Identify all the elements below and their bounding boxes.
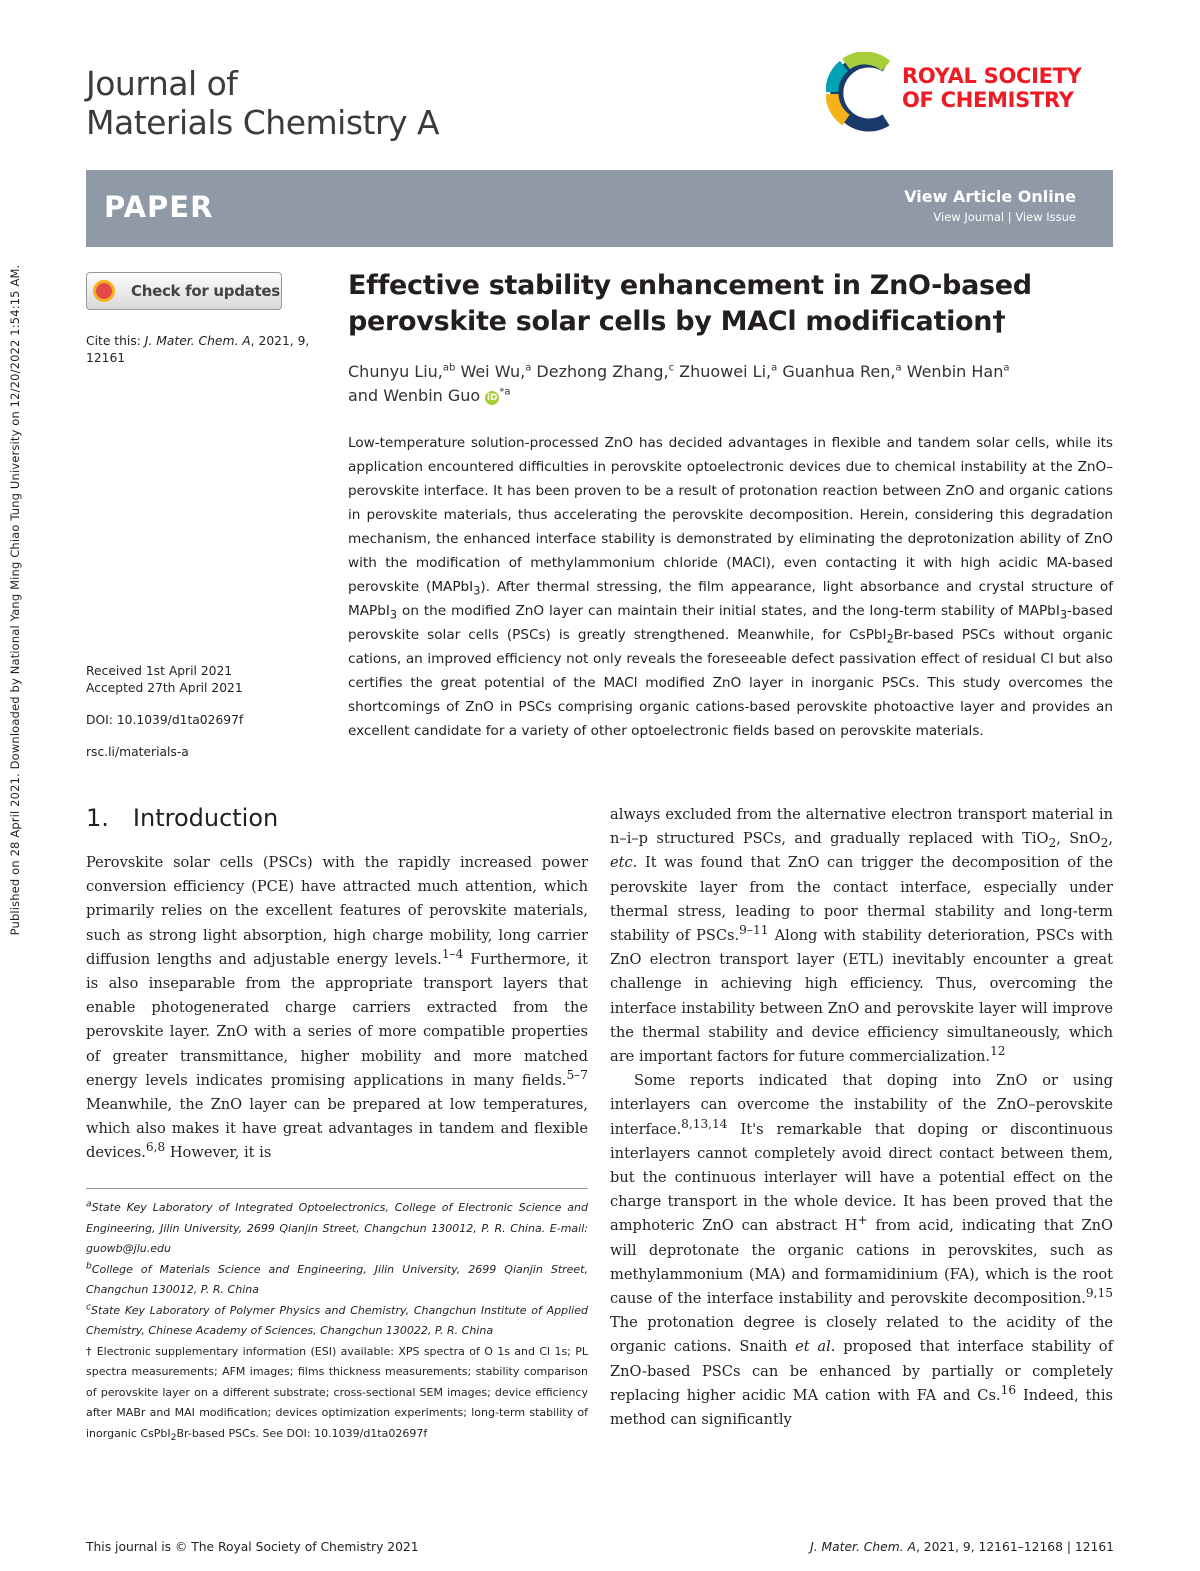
author-name[interactable]: Dezhong Zhang, xyxy=(531,362,669,381)
abstract-text: Low-temperature solution-processed ZnO has decided advantages in flexible and tandem solar cells, while its application encountered difficulties in perovskite optoelectronic devices due to chemical instability at the ZnO–perovskite interface. It has been proven to be a result of protonation reaction between ZnO and organic cations in perovskite materials, thus accelerating the perovskite decomposition. Herein, considering this degradation mechanism, the enhanced interface stability is demonstrated by eliminating the deprotonization ability of ZnO with the modification of methylammonium chloride (MACl), even contacting it with high acidic MA-based perovskite (MAPbI xyxy=(348,435,1113,595)
view-article-online-link[interactable]: View Article Online xyxy=(904,187,1076,206)
body-text: The protonation degree is closely related to the acidity of the organic cations. Snaith xyxy=(610,1314,1113,1356)
footnotes xyxy=(86,1198,588,1444)
side-note-text: Published on 28 April 2021. Downloaded by National Yang Ming Chiao Tung University on 12/20/2022 1:54:15 AM. xyxy=(8,264,22,936)
citation-ref[interactable]: 5–7 xyxy=(566,1067,588,1082)
article-banner xyxy=(86,170,1113,247)
affiliation-mark: a xyxy=(86,1198,92,1210)
author-name[interactable]: Wei Wu, xyxy=(455,362,526,381)
orcid-icon[interactable]: iD xyxy=(487,393,498,403)
view-issue-link[interactable]: View Issue xyxy=(1015,210,1076,224)
abstract-text: -based perovskite solar cells (PSCs) is greatly strengthened. Meanwhile, for CsPbI xyxy=(348,603,1113,643)
body-text: , xyxy=(1108,830,1114,848)
paragraph xyxy=(610,803,1113,1069)
body-text: from acid, indicating that ZnO will deprotonate the organic cations in perovskites, such as methylammonium (MA) and formamidinium (FA), which is the root cause of the interface instability and perovskite decomposition. xyxy=(610,1217,1113,1308)
rsc-line2: OF CHEMISTRY xyxy=(902,88,1074,112)
affiliation-b xyxy=(86,1260,588,1301)
abstract xyxy=(348,431,1113,743)
accepted-date: Accepted 27th April 2021 xyxy=(86,681,243,695)
rsc-logo-icon xyxy=(826,52,900,134)
doi[interactable]: DOI: 10.1039/d1ta02697f xyxy=(86,713,244,727)
body-text: Indeed, this method can significantly xyxy=(610,1386,1113,1429)
cite-rest: , 2021, 9, 12161 xyxy=(86,334,310,365)
superscript: + xyxy=(857,1213,868,1228)
body-text-italic: et al. xyxy=(795,1338,836,1356)
body-text: Meanwhile, the ZnO layer can be prepared at low temperatures, which also makes it have great advantages in tandem and flexible devices. xyxy=(86,1096,588,1162)
intro-column-2 xyxy=(610,803,1113,1432)
author-name[interactable]: Chunyu Liu, xyxy=(348,362,443,381)
body-text: It was found that ZnO can trigger the decomposition of the perovskite layer from the contact interface, especially under thermal stress, leading to poor thermal stability and long-term stability of PSCs. xyxy=(610,854,1113,945)
body-text: proposed that interface stability of ZnO-based PSCs can be enhanced by partially or completely replacing higher acidic MA cation with FA and Cs. xyxy=(610,1338,1113,1404)
citation-ref[interactable]: 1–4 xyxy=(441,946,464,961)
body-text: Along with stability deterioration, PSCs with ZnO electron transport layer (ETL) inevitably encounter a great challenge in achieving high efficiency. Thus, overcoming the interface instability between ZnO and perovskite layer will improve the thermal stability and device efficiency simultaneously, which are important factors for future commercialization. xyxy=(610,927,1113,1066)
citation-ref[interactable]: 9,15 xyxy=(1085,1286,1113,1301)
affiliation-text: State Key Laboratory of Polymer Physics and Chemistry, Changchun Institute of Applied Chemistry, Chinese Academy of Sciences, Changchun 130022, P. R. China xyxy=(86,1303,588,1337)
subscript: 2 xyxy=(886,631,894,646)
article-dates xyxy=(86,663,243,697)
article-type: PAPER xyxy=(104,190,214,224)
body-text: It's remarkable that doping or discontinuous interlayers cannot completely avoid direct contact between them, but the continuous interlayer will have a potential effect on the charge transport in the whole device. It has been proved that the amphoteric ZnO can abstract H xyxy=(610,1120,1113,1235)
view-journal-link[interactable]: View Journal xyxy=(933,210,1005,224)
affiliation-mark: ab xyxy=(442,362,456,374)
section-heading: 1. Introduction xyxy=(86,804,279,832)
title-line2: perovskite solar cells by MACl modification† xyxy=(348,306,1006,337)
paragraph xyxy=(610,1069,1113,1432)
subscript: 3 xyxy=(473,583,481,598)
author-name[interactable]: Zhuowei Li, xyxy=(674,362,772,381)
affiliation-mark: b xyxy=(86,1259,92,1271)
citation-ref[interactable]: 6,8 xyxy=(145,1140,166,1155)
intro-column-1 xyxy=(86,851,588,1166)
link-separator: | xyxy=(1004,210,1016,224)
cite-prefix: Cite this: xyxy=(86,334,145,348)
affiliation-a xyxy=(86,1198,588,1260)
citation-ref[interactable]: 8,13,14 xyxy=(681,1116,728,1131)
abstract-text: ). After thermal stressing, the film appearance, light absorbance and crystal structure of MAPbI xyxy=(348,579,1113,619)
body-text: Furthermore, it is also inseparable from the appropriate transport layers that enable photogenerated charge carriers extracted from the perovskite layer. ZnO with a series of more compatible properties of greater transmittance, higher mobility and more matched energy levels indicates promising applications in many fields. xyxy=(86,950,588,1089)
subscript: 3 xyxy=(389,607,398,622)
body-text: However, it is xyxy=(165,1144,272,1162)
crossmark-icon xyxy=(93,280,115,302)
affiliation-mark: a xyxy=(525,362,532,374)
body-text: Perovskite solar cells (PSCs) with the rapidly increased power conversion efficiency (PCE) have attracted much attention, which primarily relies on the excellent features of perovskite materials, such as strong light absorption, high charge mobility, long carrier diffusion lengths and adjustable energy levels. xyxy=(86,854,588,968)
author-name[interactable]: Guanhua Ren, xyxy=(777,362,896,381)
citation-ref[interactable]: 9–11 xyxy=(739,923,769,938)
affiliation-text: State Key Laboratory of Integrated Optoelectronics, College of Electronic Science and Engineering, Jilin University, 2699 Qianjin Street, Changchun 130012, P. R. China. E-mail: guowb@jlu.edu xyxy=(86,1201,588,1255)
journal-title[interactable] xyxy=(86,64,439,142)
rsc-logo[interactable] xyxy=(826,52,1116,134)
download-side-note xyxy=(4,215,26,985)
journal-title-line2: Materials Chemistry A xyxy=(86,103,440,142)
copyright-footer: This journal is © The Royal Society of Chemistry 2021 xyxy=(86,1540,419,1554)
author-name[interactable]: and Wenbin Guo xyxy=(348,386,481,405)
esi-note xyxy=(86,1342,588,1445)
check-for-updates-label: Check for updates xyxy=(131,282,280,300)
received-date: Received 1st April 2021 xyxy=(86,664,233,678)
citation-ref[interactable]: 12 xyxy=(990,1044,1006,1059)
check-for-updates-button[interactable] xyxy=(86,272,282,310)
affiliation-text: College of Materials Science and Engineering, Jilin University, 2699 Qianjin Street, Changchun 130012, P. R. China xyxy=(86,1262,588,1296)
journal-title-line1: Journal of xyxy=(86,64,238,103)
article-title xyxy=(348,268,1118,340)
affiliation-c xyxy=(86,1301,588,1342)
subscript: 2 xyxy=(1048,836,1057,851)
esi-text: Br-based PSCs. See DOI: 10.1039/d1ta02697f xyxy=(176,1426,428,1440)
body-text: always excluded from the alternative electron transport material in n–i–p structured PSCs, and gradually replaced with TiO xyxy=(610,806,1113,848)
cite-journal: J. Mater. Chem. A xyxy=(144,334,251,348)
subscript: 3 xyxy=(1059,607,1068,622)
author-name[interactable]: Wenbin Han xyxy=(901,362,1004,381)
affiliation-mark: a xyxy=(771,362,778,374)
author-list xyxy=(348,360,1118,408)
footnote-divider xyxy=(86,1188,588,1189)
affiliation-mark: c xyxy=(86,1300,92,1312)
citation-ref[interactable]: 16 xyxy=(1000,1383,1017,1398)
body-text: , SnO xyxy=(1056,830,1101,848)
subscript: 2 xyxy=(1100,836,1109,851)
title-line1: Effective stability enhancement in ZnO-based xyxy=(348,270,1032,301)
footer-pages: , 2021, 9, 12161–12168 | 12161 xyxy=(915,1540,1114,1554)
affiliation-mark: *a xyxy=(499,386,511,398)
rsc-line1: ROYAL SOCIETY xyxy=(902,64,1082,88)
subscript: 2 xyxy=(170,1431,177,1443)
affiliation-mark: c xyxy=(668,362,675,374)
affiliation-mark: a xyxy=(895,362,902,374)
cite-this xyxy=(86,333,326,367)
affiliation-mark: a xyxy=(1003,362,1010,374)
abstract-text: on the modified ZnO layer can maintain their initial states, and the long-term stability of MAPbI xyxy=(397,603,1060,619)
page-citation-footer xyxy=(810,1540,1114,1554)
body-text: Some reports indicated that doping into ZnO or using interlayers can overcome the instability of the ZnO–perovskite interface. xyxy=(610,1072,1113,1138)
abstract-text: Br-based PSCs without organic cations, an improved efficiency not only reveals the foreseeable defect passivation effect of residual Cl but also certifies the great potential of the MACl modified ZnO layer in inorganic PSCs. This study overcomes the shortcomings of ZnO in PSCs comprising organic cations-based perovskite photoactive layer and provides an excellent candidate for a variety of other optoelectronic fields based on perovskite materials. xyxy=(348,627,1113,739)
journal-link[interactable]: rsc.li/materials-a xyxy=(86,745,189,759)
body-text-italic: etc. xyxy=(610,854,638,872)
esi-text: † Electronic supplementary information (ESI) available: XPS spectra of O 1s and Cl 1s; PL spectra measurements; AFM images; films thickness measurements; stability comparison of perovskite layer on a different substrate; cross-sectional SEM images; device efficiency after MABr and MAI modification; devices optimization experiments; long-term stability of inorganic CsPbI xyxy=(86,1344,588,1440)
footer-journal: J. Mater. Chem. A xyxy=(810,1540,916,1554)
